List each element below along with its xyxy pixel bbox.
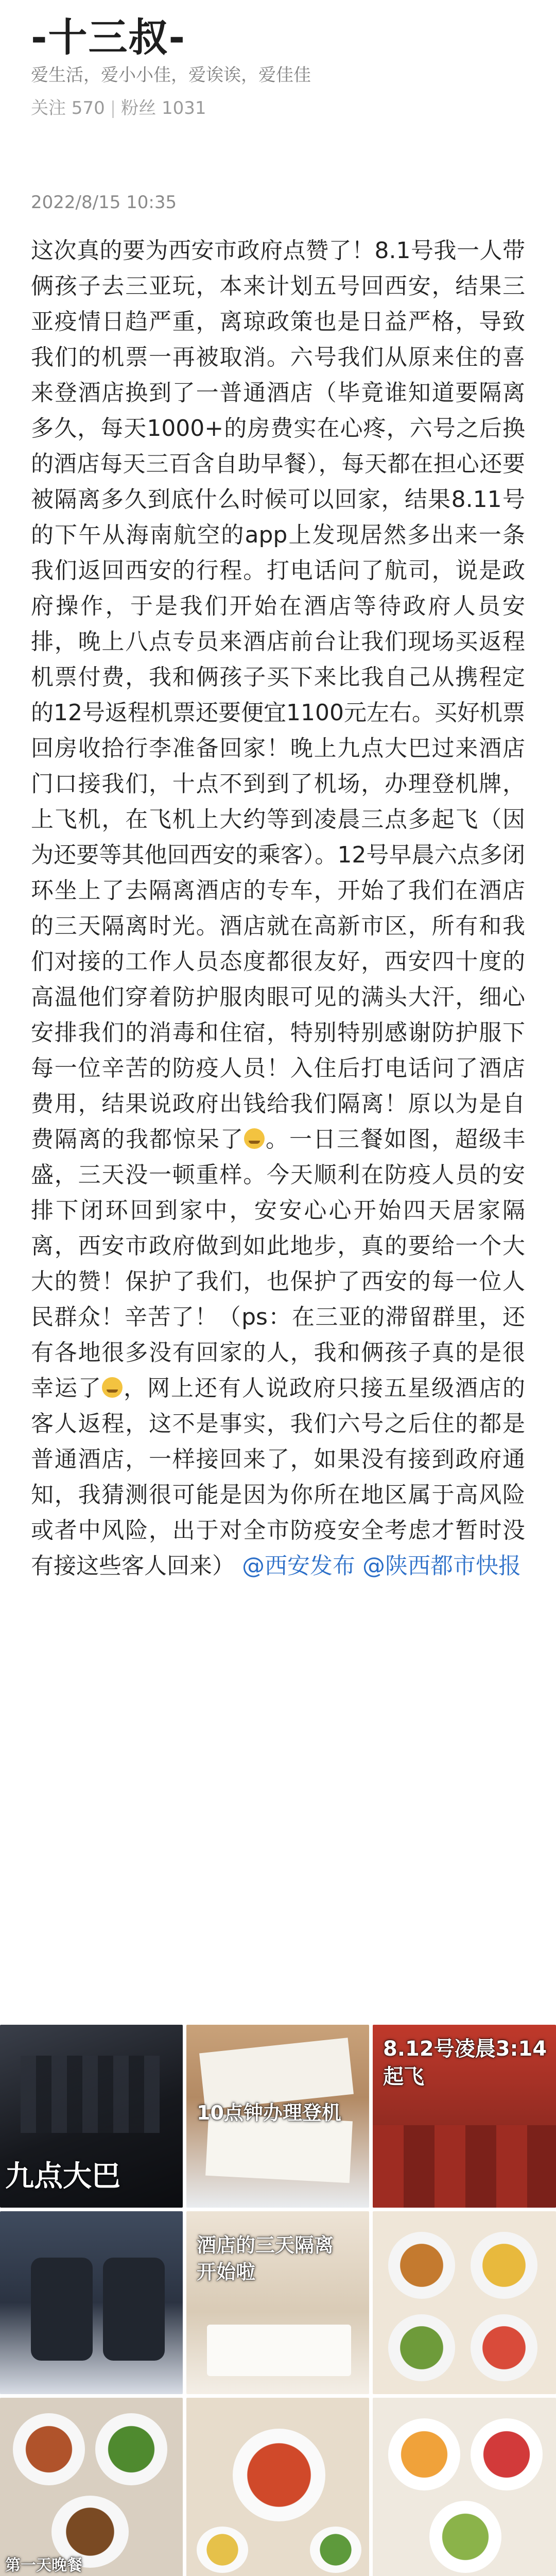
mention-xian-fabu[interactable]: @西安发布 xyxy=(242,1553,355,1579)
profile-tags: 爱生活，爱小小佳，爱诶诶，爱佳佳 xyxy=(31,65,311,86)
photo-meal-2[interactable] xyxy=(0,2398,183,2576)
photo-meal-1[interactable] xyxy=(373,2211,556,2394)
follow-count[interactable]: 关注 570 xyxy=(31,98,105,118)
photo-caption-checkin: 10点钟办理登机 xyxy=(197,2102,341,2124)
mention-shaanxi-dushi[interactable]: @陕西都市快报 xyxy=(362,1553,521,1579)
photo-caption-quarantine: 酒店的三天隔离开始啦 xyxy=(197,2234,334,2283)
photo-tickets[interactable] xyxy=(186,2025,369,2208)
crying-emoji-icon xyxy=(102,1377,123,1398)
author-name[interactable]: -十三叔- xyxy=(31,14,186,60)
profile-stats xyxy=(31,94,206,119)
post-body-text: 这次真的要为西安市政府点赞了！8.1号我一人带俩孩子去三亚玩，本来计划五号回西安，结果三亚疫情日趋严重，离琼政策也是日益严格，导致我们的机票一再被取消。六号我们从原来住的喜来登酒店换到了一普通酒店（毕竟谁知道要隔离多久，每天1000+的房费实在心疼，六号之后换的酒店每天三百含自助早餐），每天都在担心还要被隔离多久到底什么时候可以回家，结果8.11号的下午从海南航空的app上发现居然多出来一条我们返回西安的行程。打电话问了航司，说是政府操作，于是我们开始在酒店等待政府人员安排，晚上八点专员来酒店前台让我们现场买返程机票付费，我和俩孩子买下来比我自己从携程定的12号返程机票还要便宜1100元左右。买好机票回房收拾行李准备回家！晚上九点大巴过来酒店门口接我们，十点不到到了机场，办理登机牌，上飞机，在飞机上大约等到凌晨三点多起飞（因为还要等其他回西安的乘客）。12号早晨六点多闭环坐上了去隔离酒店的专车，开始了我们在酒店的三天隔离时光。酒店就在高新市区，所有和我们对接的工作人员态度都很友好，西安四十度的高温他们穿着防护服肉眼可见的满头大汗，细心安排我们的消毒和住宿，特别特别感谢防护服下每一位辛苦的防疫人员！入住后打电话问了酒店费用，结果说政府出钱给我们隔离！原以为是自费隔离的我都惊呆了 xyxy=(31,238,525,1153)
photo-airplane-seat[interactable] xyxy=(0,2211,183,2394)
photo-plane-cabin[interactable] xyxy=(373,2025,556,2208)
photo-grid xyxy=(0,2025,556,2576)
photo-caption-dinner-1: 第一天晚餐 xyxy=(5,2556,82,2574)
photo-meal-3[interactable] xyxy=(186,2398,369,2576)
profile-header xyxy=(31,0,546,170)
post-timestamp: 2022/8/15 10:35 xyxy=(31,192,177,213)
fans-count[interactable]: 粉丝 1031 xyxy=(121,98,206,118)
post-body-text-3: ，网上还有人说政府只接五星级酒店的客人返程，这不是事实，我们六号之后住的都是普通酒店，一样接回来了，如果没有接到政府通知，我猜测很可能是因为你所在地区属于高风险或者中风险，出于对全市防疫安全考虑才暂时没有接这些客人回来） xyxy=(31,1375,525,1579)
laughing-emoji-icon xyxy=(244,1128,265,1149)
post-body-text-2: 。一日三餐如图，超级丰盛，三天没一顿重样。今天顺利在防疫人员的安排下闭环回到家中，安安心心开始四天居家隔离，西安市政府做到如此地步，真的要给一个大大的赞！保护了我们，也保护了西安的每一位人民群众！辛苦了！（ps：在三亚的滞留群里，还有各地很多没有回家的人，我和俩孩子真的是很幸运了 xyxy=(31,1126,525,1401)
photo-caption-takeoff: 8.12号凌晨3:14起飞 xyxy=(383,2037,547,2089)
post-body xyxy=(31,233,525,1584)
photo-hotel-room[interactable] xyxy=(186,2211,369,2394)
stats-divider: | xyxy=(110,98,116,118)
photo-meal-4[interactable] xyxy=(373,2398,556,2576)
photo-bus[interactable] xyxy=(0,2025,183,2208)
photo-caption-bus: 九点大巴 xyxy=(5,2160,120,2193)
